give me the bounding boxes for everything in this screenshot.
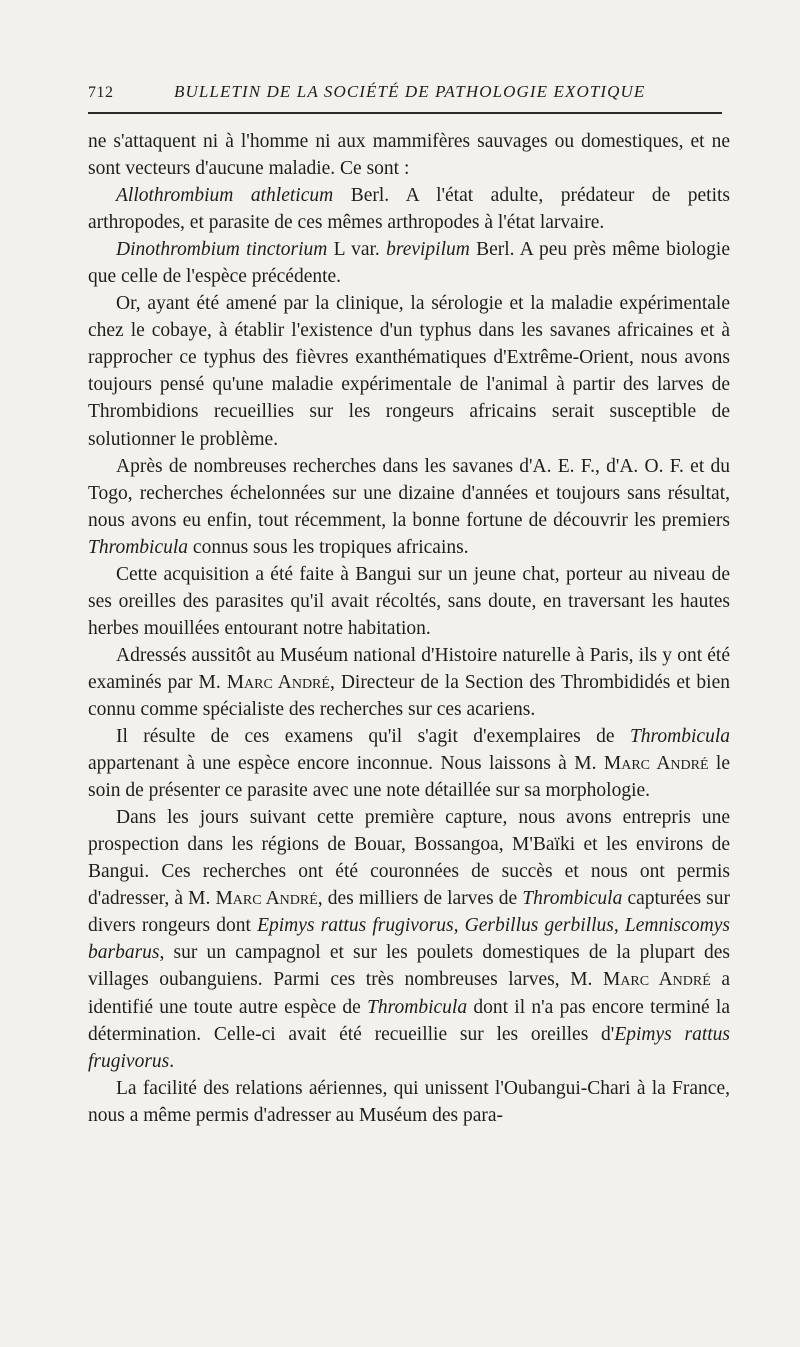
paragraph-6 [88, 561, 730, 642]
header-rule [88, 112, 722, 114]
text-run: a identifié une toute autre espèce de [88, 969, 731, 1018]
person-name: Marc André [602, 969, 711, 991]
journal-title: BULLETIN DE LA SOCIÉTÉ DE PATHOLOGIE EXOTIQUE [174, 82, 646, 101]
species-name: Thrombicula [629, 726, 730, 748]
text-run: La facilité des relations aériennes, qui unissent l'Oubangui-Chari à la France, nous a même permis d'adresser au Muséum des para- [88, 1077, 730, 1126]
text-run: Cette acquisition a été faite à Bangui sur un jeune chat, porteur au niveau de ses oreilles des parasites qu'il avait récoltés, sans doute, en traversant les hautes herbes mouillées entourant notre habitation. [88, 563, 730, 639]
text-run: dont il n'a pas encore terminé la détermination. Celle-ci avait été recueillie sur les oreilles d' [88, 996, 730, 1045]
text-run: Après de nombreuses recherches dans les savanes d'A. E. F., d'A. O. F. et du Togo, recherches échelonnées sur une dizaine d'années et toujours sans résultat, nous avons eu enfin, tout récemment, la bonne fortune de découvrir les premiers [88, 455, 730, 531]
text-run: Il résulte de ces examens qu'il s'agit d'exemplaires de [116, 726, 630, 748]
body-text [88, 128, 730, 1129]
running-head [88, 82, 730, 108]
person-name: Marc André [215, 888, 318, 910]
text-run: , sur un campagnol et sur les poulets domestiques de la plupart des villages oubanguiens. Parmi ces très nombreuses larves, M. [88, 942, 730, 991]
paragraph-4 [88, 290, 730, 452]
paragraph-1 [88, 128, 730, 182]
text-run: connus sous les tropiques africains. [188, 536, 469, 558]
paragraph-2 [88, 182, 730, 236]
text-run: appartenant à une espèce encore inconnue. Nous laissons à M. [88, 753, 604, 775]
paragraph-9 [88, 804, 730, 1074]
text-run: ne s'attaquent ni à l'homme ni aux mammifères sauvages ou domestiques, et ne sont vecteurs d'aucune maladie. Ce sont : [88, 131, 730, 180]
paragraph-3 [88, 236, 730, 290]
text-run: , Directeur de la Section des Thrombididés et bien connu comme spécialiste des recherches sur ces acariens. [88, 671, 730, 720]
text-run: le soin de présenter ce parasite avec une note détaillée sur sa morphologie. [88, 753, 731, 802]
species-name: Epimys rattus frugivorus [88, 1023, 730, 1072]
text-run: Dans les jours suivant cette première capture, nous avons entrepris une prospection dans les régions de Bouar, Bossangoa, M'Baïki et les environs de Bangui. Ces recherches ont été couronnées de succès et nous ont permis d'adresser, à M. [88, 807, 730, 910]
person-name: Marc André [226, 671, 330, 693]
species-name: Thrombicula [367, 996, 468, 1018]
species-name: brevipilum [386, 239, 470, 261]
text-run: Berl. A peu près même biologie que celle de l'espèce précédente. [88, 239, 731, 288]
person-name: Marc André [603, 753, 709, 775]
page-number: 712 [88, 84, 114, 101]
paragraph-5 [88, 453, 730, 561]
text-run: Berl. A l'état adulte, prédateur de petits arthropodes, et parasite de ces mêmes arthropodes à l'état larvaire. [88, 185, 730, 234]
text-run: Or, ayant été amené par la clinique, la sérologie et la maladie expérimentale chez le cobaye, à établir l'existence d'un typhus dans les savanes africaines et à rapprocher ce typhus des fièvres exanthématiques d'Extrême-Orient, nous avons toujours pensé qu'une maladie expérimentale de l'animal à partir des larves de Thrombidions recueillies sur les rongeurs africains serait susceptible de solutionner le problème. [88, 293, 730, 450]
text-run: capturées sur divers rongeurs dont [88, 888, 730, 937]
paragraph-7 [88, 642, 730, 723]
species-name: Thrombicula [522, 888, 623, 910]
paragraph-8 [88, 723, 730, 804]
text-run: L var. [327, 239, 387, 261]
text-run: , des milliers de larves de [317, 888, 523, 910]
species-names: Epimys rattus frugivorus, Gerbillus gerbillus, Lemniscomys barbarus [88, 915, 730, 964]
text-run: Adressés aussitôt au Muséum national d'Histoire naturelle à Paris, ils y ont été examinés par M. [88, 644, 730, 693]
text-run: . [169, 1050, 175, 1072]
species-name: Allothrombium athleticum [116, 185, 334, 207]
species-name: Dinothrombium tinctorium [116, 239, 328, 261]
species-name: Thrombicula [88, 536, 189, 558]
paragraph-10 [88, 1075, 730, 1129]
